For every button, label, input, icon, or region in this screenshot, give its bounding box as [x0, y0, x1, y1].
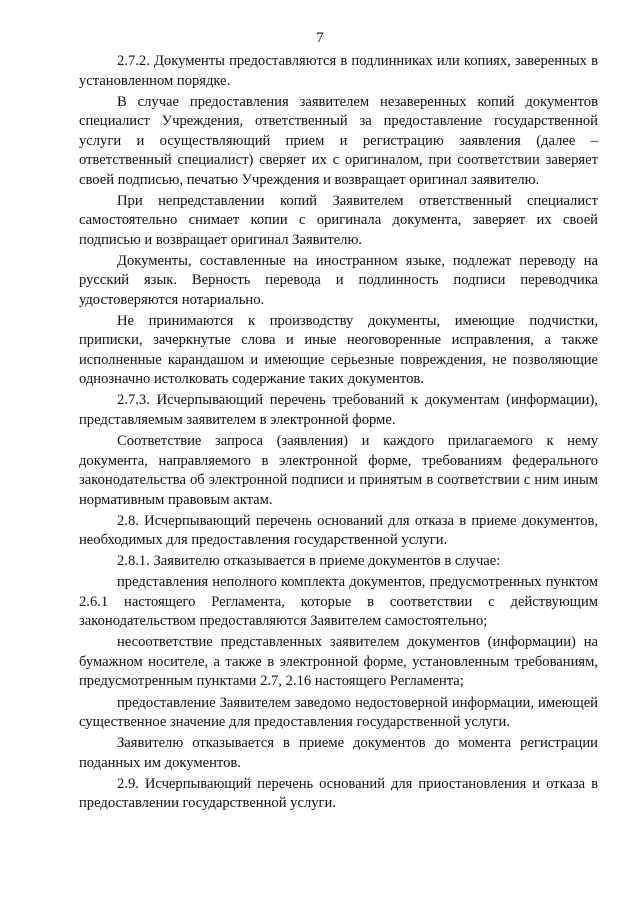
paragraph-incomplete-set: представления неполного комплекта документов, предусмотренных пунктом 2.6.1 настоящего Регламента, которые в соответствии с действующим законодательством предоставляются Заявителем самостоятельно;: [79, 574, 598, 630]
paragraph-2-8-1: 2.8.1. Заявителю отказывается в приеме документов в случае:: [117, 553, 501, 570]
paragraph-2-9: 2.9. Исчерпывающий перечень оснований для приостановления и отказа в предоставлении государственной услуги.: [79, 775, 598, 812]
paragraph-2-8: 2.8. Исчерпывающий перечень оснований для отказа в приеме документов, необходимых для предоставления государственной услуги.: [79, 512, 598, 549]
paragraph-nonconformity: несоответствие представленных заявителем документов (информации) на бумажном носителе, а также в электронной форме, установленным требованиям, предусмотренным пунктами 2.7, 2.16 настоящего Регламента;: [79, 634, 598, 690]
paragraph-foreign-language: Документы, составленные на иностранном языке, подлежат переводу на русский язык. Верность перевода и подлинность подписи переводчика удостоверяются нотариально.: [79, 252, 598, 308]
paragraph-electronic-compliance: Соответствие запроса (заявления) и каждого прилагаемого к нему документа, направляемого в электронной форме, требованиям федерального законодательства об электронной подписи и принятым в соответствии с ним иным нормативным правовым актам.: [79, 433, 598, 508]
paragraph-2-7-3: 2.7.3. Исчерпывающий перечень требований к документам (информации), представляемым заявителем в электронной форме.: [79, 392, 598, 428]
page-number: 7: [316, 30, 324, 46]
paragraph-refusal-before-registration: Заявителю отказывается в приеме документов до момента регистрации поданных им документов.: [79, 735, 598, 771]
paragraph-unverified-copies: В случае предоставления заявителем незаверенных копий документов специалист Учреждения, ответственный за предоставление государственной услуги и осуществляющий прием и регистрацию заявления (далее – ответственный специалист) сверяет их с оригиналом, при соответствии заверяет своей подписью, печатью Учреждения и возвращает оригинал заявителю.: [79, 93, 598, 188]
paragraph-false-information: предоставление Заявителем заведомо недостоверной информации, имеющей существенное значение для предоставления государственной услуги.: [79, 694, 598, 731]
paragraph-missing-copies: При непредставлении копий Заявителем ответственный специалист самостоятельно снимает копии с оригинала документа, заверяет их своей подписью и возвращает оригинал Заявителю.: [79, 192, 598, 248]
paragraph-not-accepted: Не принимаются к производству документы, имеющие подчистки, приписки, зачеркнутые слова и иные неоговоренные исправления, а также исполненные карандашом и имеющие серьезные повреждения, не позволяющие однозначно истолковать содержание таких документов.: [79, 312, 598, 388]
document-body: [79, 52, 598, 815]
paragraph-2-7-2: 2.7.2. Документы предоставляются в подлинниках или копиях, заверенных в установленном порядке.: [79, 53, 598, 89]
